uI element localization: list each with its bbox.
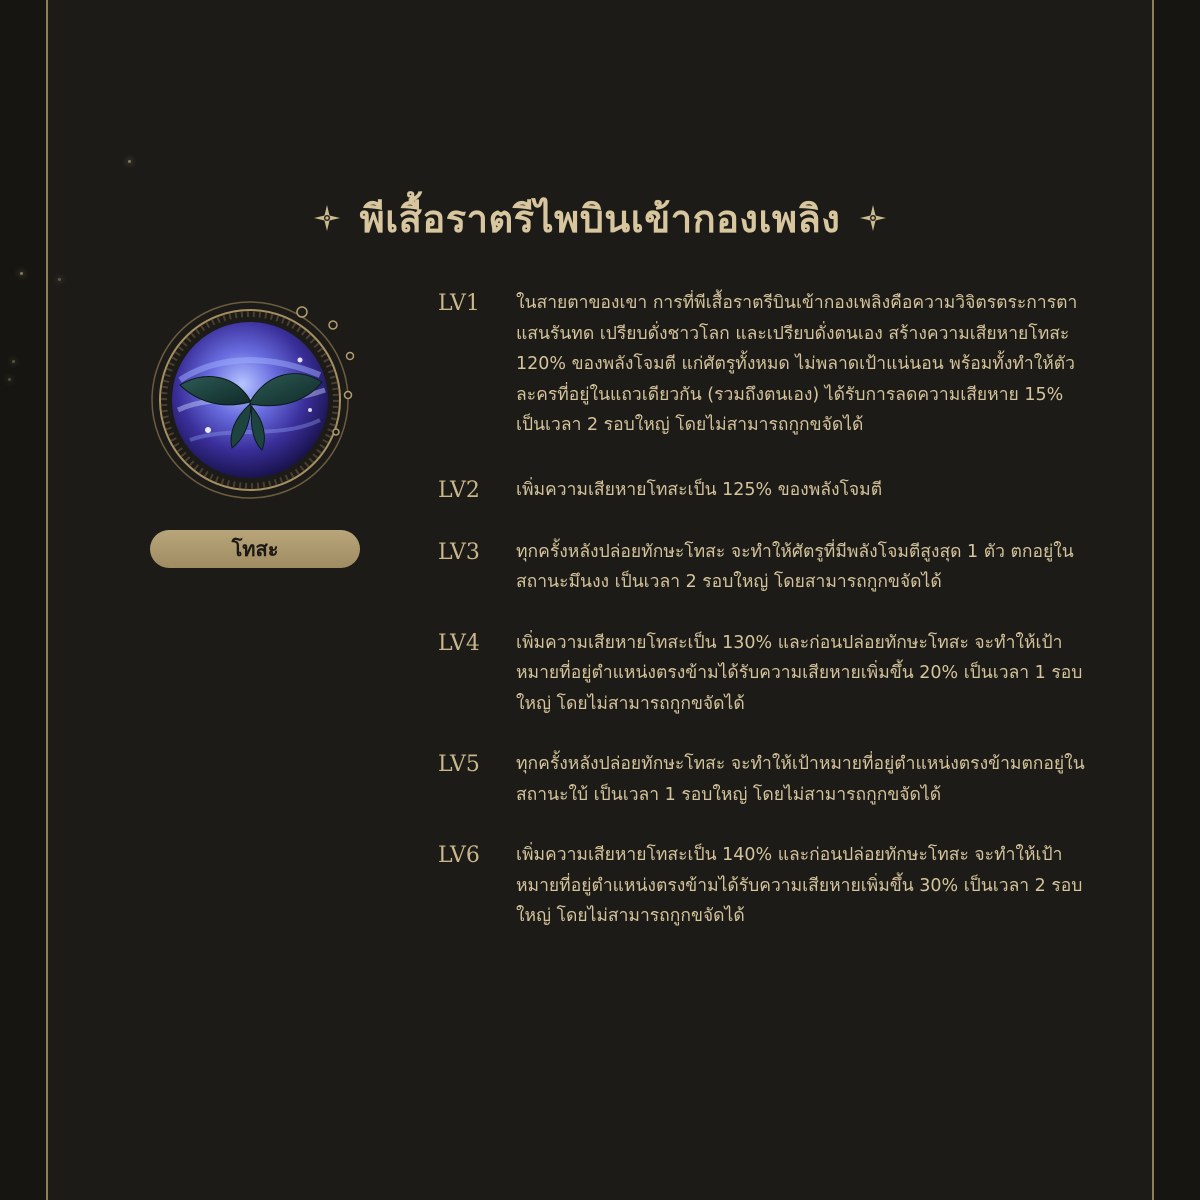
- level-description: เพิ่มความเสียหายโทสะเป็น 140% และก่อนปล่อยทักษะโทสะ จะทำให้เป้าหมายที่อยู่ตำแหน่งตรงข้ามได้รับความเสียหายเพิ่มขึ้น 30% เป็นเวลา 2 รอบใหญ่ โดยไม่สามารถกูกขจัดได้: [516, 845, 1083, 926]
- level-row: [438, 537, 1098, 598]
- level-description: ทุกครั้งหลังปล่อยทักษะโทสะ จะทำให้ศัตรูที่มีพลังโจมตีสูงสุด 1 ตัว ตกอยู่ในสถานะมึนงง เป็นเวลา 2 รอบใหญ่ โดยสามารถกูกขจัดได้: [516, 541, 1074, 592]
- left-gold-border: [46, 0, 48, 1200]
- level-description: เพิ่มความเสียหายโทสะเป็น 125% ของพลังโจมตี: [516, 479, 883, 500]
- moth-skill-icon: [150, 290, 370, 510]
- level-label: LV4: [438, 630, 480, 656]
- sparkle-decoration: [8, 378, 11, 381]
- level-description: ในสายตาของเขา การที่พีเสื้อราตรีบินเข้ากองเพลิงคือความวิจิตรตระการตาแสนรันทด เปรียบดั่งชาวโลก และเปรียบดั่งตนเอง สร้างความเสียหายโทสะ 120% ของพลังโจมตี แก่ศัตรูทั้งหมด ไม่พลาดเป้าแน่นอน พร้อมทั้งทำให้ตัวละครที่อยู่ในแถวเดียวกัน (รวมถึงตนเอง) ได้รับการลดความเสียหาย 15% เป็นเวลา 2 รอบใหญ่ โดยไม่สามารถกูกขจัดได้: [516, 293, 1078, 435]
- right-gold-border: [1152, 0, 1154, 1200]
- left-diamond-ornament-icon: [312, 203, 342, 233]
- sparkle-decoration: [128, 160, 131, 163]
- level-label: LV2: [438, 477, 480, 503]
- right-diamond-ornament-icon: [858, 203, 888, 233]
- level-description: ทุกครั้งหลังปล่อยทักษะโทสะ จะทำให้เป้าหมายที่อยู่ตำแหน่งตรงข้ามตกอยู่ในสถานะใบ้ เป็นเวลา 1 รอบใหญ่ โดยไม่สามารถกูกขจัดได้: [516, 754, 1085, 805]
- level-label: LV1: [438, 291, 480, 316]
- level-label: LV5: [438, 752, 480, 777]
- level-row: [438, 475, 1098, 507]
- skill-name: โทสะ: [231, 537, 279, 561]
- title-row: [0, 188, 1200, 248]
- level-label: LV6: [438, 843, 480, 868]
- sparkle-decoration: [20, 272, 23, 275]
- page-title: พีเสื้อราตรีไพบินเข้ากองเพลิง: [359, 196, 841, 241]
- sparkle-decoration: [58, 278, 61, 281]
- level-row: [438, 628, 1098, 720]
- level-description: เพิ่มความเสียหายโทสะเป็น 130% และก่อนปล่อยทักษะโทสะ จะทำให้เป้าหมายที่อยู่ตำแหน่งตรงข้ามได้รับความเสียหายเพิ่มขึ้น 20% เป็นเวลา 1 รอบใหญ่ โดยไม่สามารถกูกขจัดได้: [516, 632, 1083, 714]
- level-row: [438, 288, 1098, 441]
- sparkle-decoration: [12, 360, 15, 363]
- level-list: [438, 288, 1098, 932]
- skill-name-badge: [150, 530, 360, 568]
- level-row: [438, 840, 1098, 932]
- level-label: LV3: [438, 539, 480, 565]
- level-row: [438, 749, 1098, 810]
